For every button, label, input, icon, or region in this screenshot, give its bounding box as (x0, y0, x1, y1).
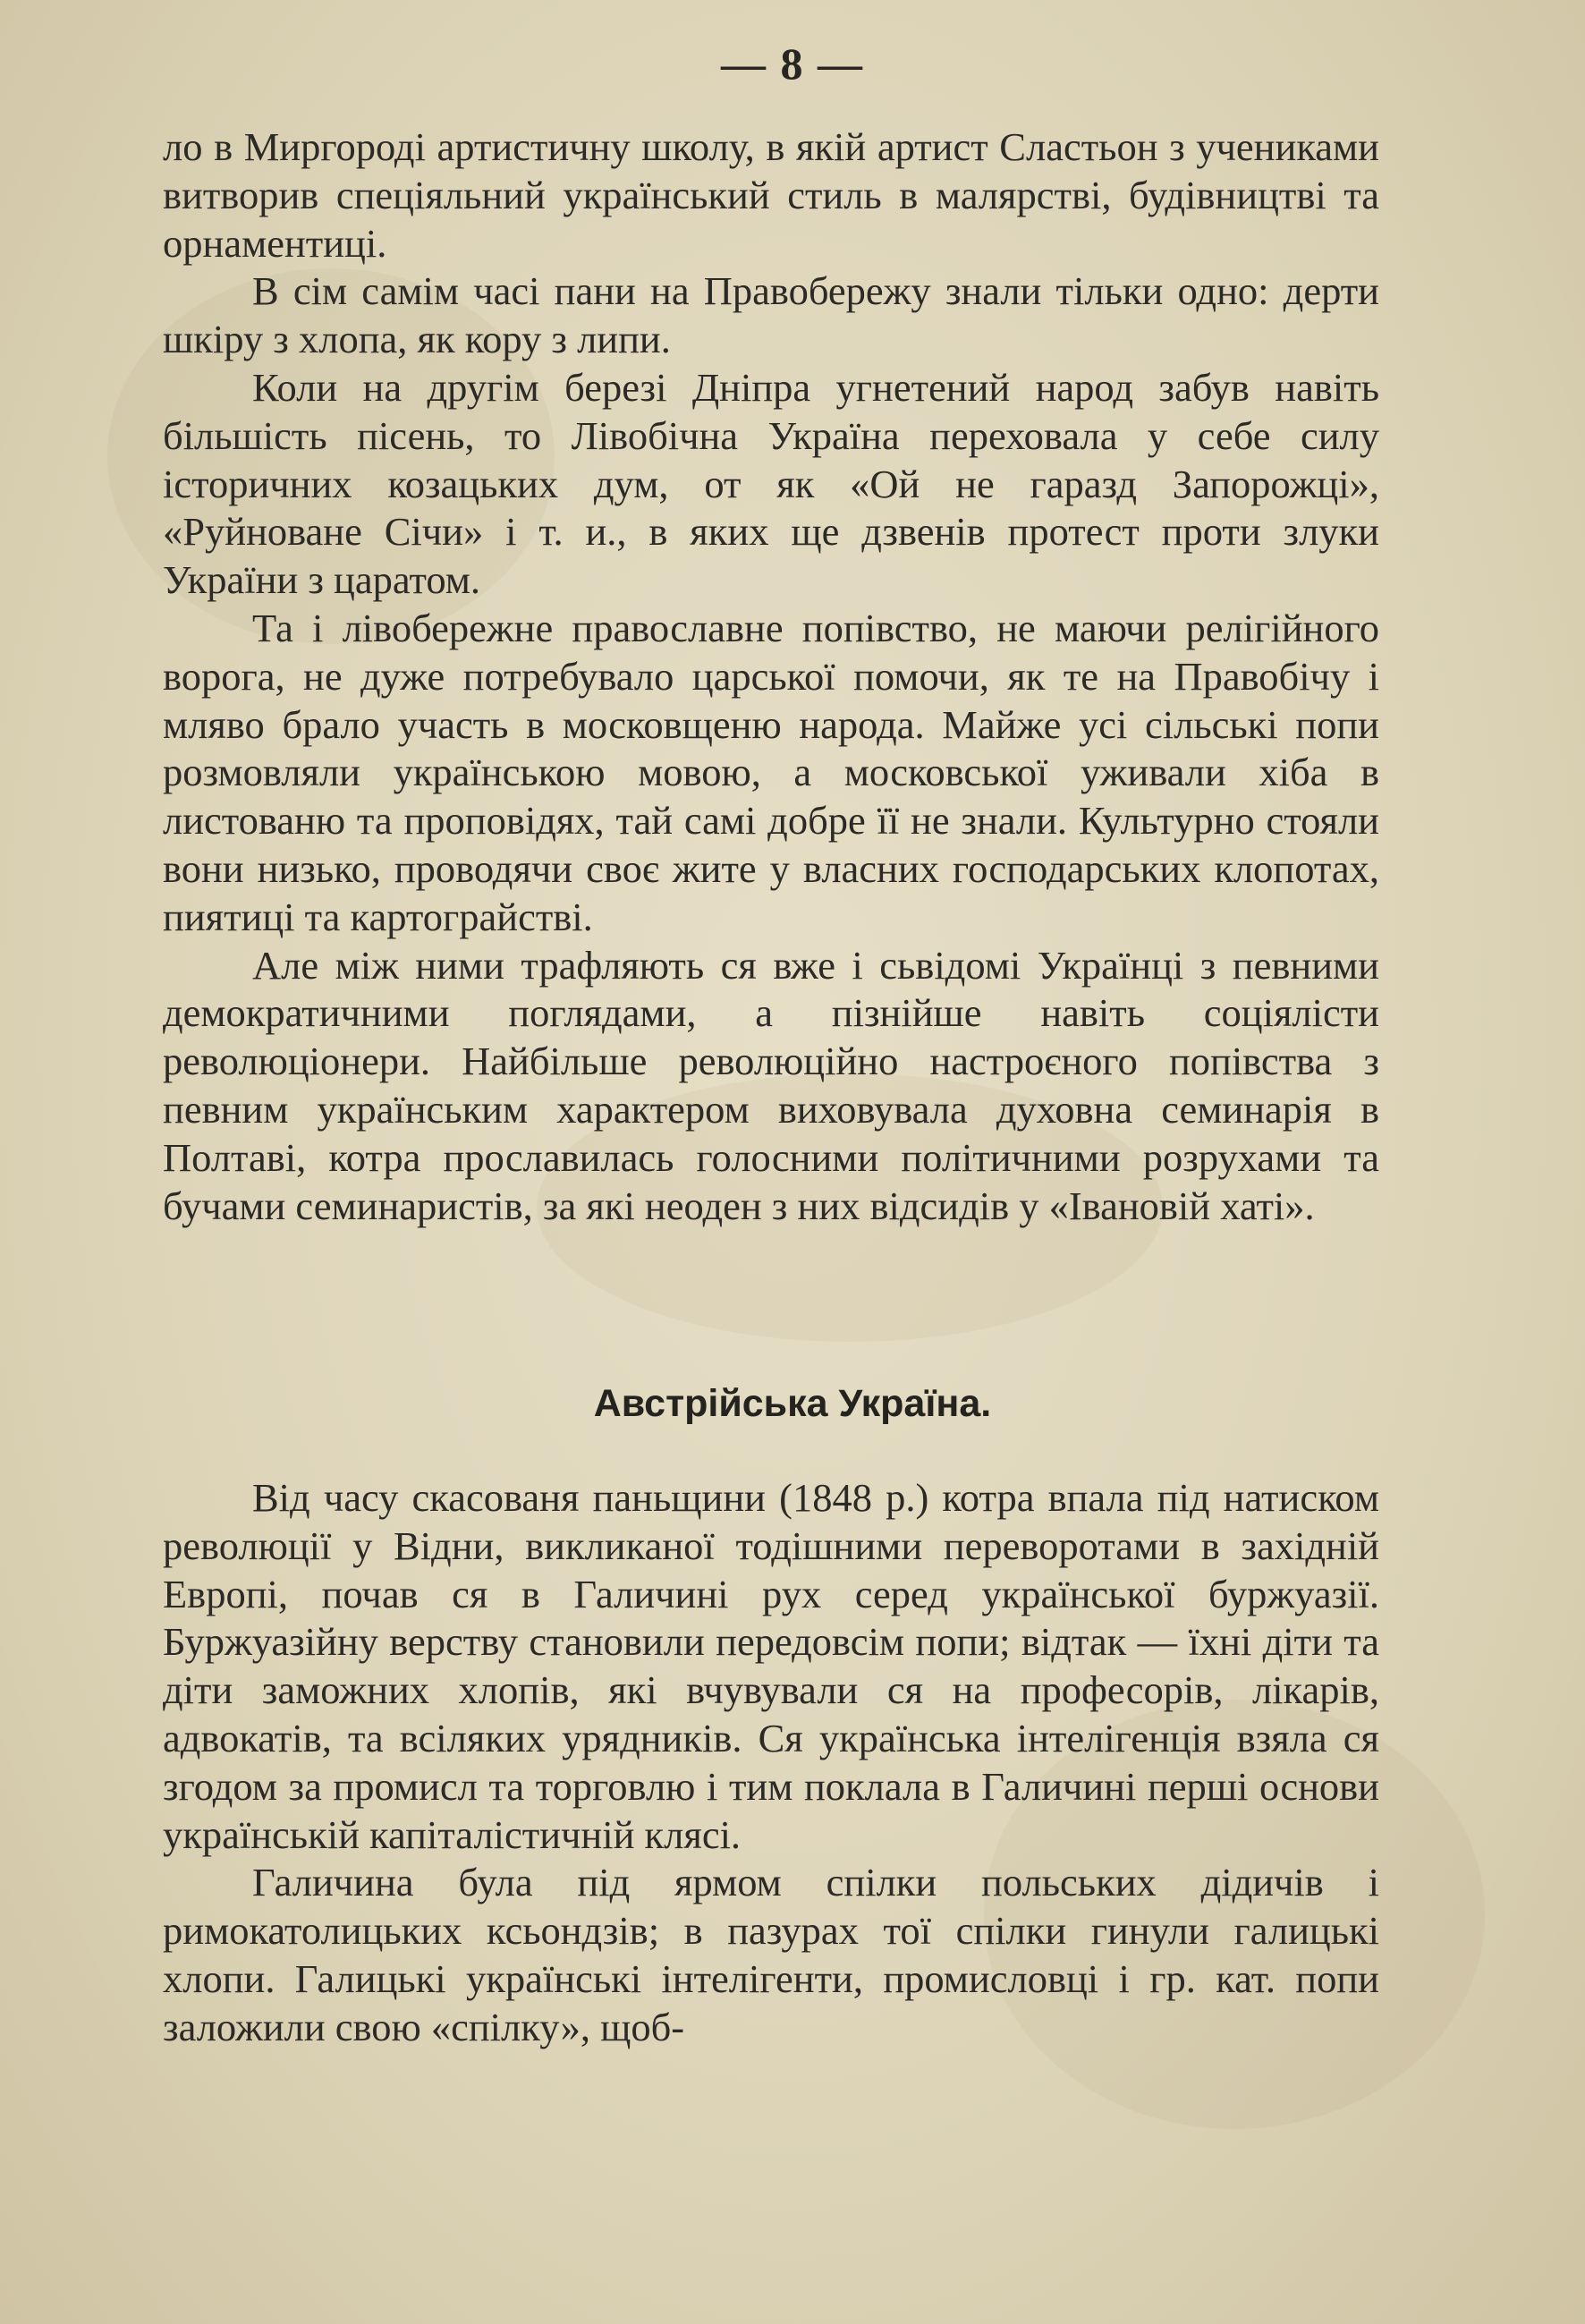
text-block-lower (163, 1474, 1379, 2052)
paragraph: Галичина була під ярмом спілки польських дідичів і римокатолицьких ксьондзів; в пазурах тої спілки гинули галицькі хлопи. Галицькі українські інтелігенти, промисловці і гр. кат. попи заложили свою «спілку», щоб- (163, 1860, 1379, 2049)
section-heading: Австрійська Україна. (593, 1382, 992, 1425)
paragraph: Але між ними трафляють ся вже і сьвідомі Українці з певними демократичними поглядами, а пізнійше навіть соціялісти революціонери. Найбільше революційно настроєного попівства з певним українським характером виховувала духовна семинарія в Полтаві, котра прославилась голосними політичними розрухами та бучами семинаристів, за які неоден з них відсидів у «Івановій хаті». (163, 942, 1379, 1228)
paragraph: Від часу скасованя паньщини (1848 р.) котра впала під натиском революції у Відни, викликаної тодішними переворотами в західній Европі, почав ся в Галичині рух серед української буржуазії. Буржуазійну верству становили передовсім попи; відтак — їхні діти та діти заможних хлопів, які вчувували ся на професорів, лікарів, адвокатів, та всіляких урядників. Ся українська інтелігенція взяла ся згодом за промисл та торговлю і тим поклала в Галичині перші основи українській капіталістичній клясі. (163, 1475, 1379, 1857)
text-block-upper (163, 123, 1379, 1230)
paragraph: В сім самім часі пани на Правобережу знали тільки одно: дерти шкіру з хлопа, як кору з липи. (163, 268, 1379, 362)
paragraph: ло в Миргороді артистичну школу, в якій артист Сластьон з учениками витворив спеціяльний український стиль в малярстві, будівництві та орнаментиці. (163, 124, 1379, 266)
page-number: — 8 — (721, 38, 864, 89)
paragraph: Коли на другім березі Дніпра угнетений народ забув навіть більшість пісень, то Лівобічна Україна переховала у себе силу історичних козацьких дум, от як «Ой не гаразд Запорожці», «Руйноване Січи» і т. и., в яких ще дзвенів протест проти злуки України з царатом. (163, 364, 1379, 603)
paragraph: Та і лівобережне православне попівство, не маючи релігійного ворога, не дуже потребувало царської помочи, як те на Правобічу і мляво брало участь в московщеню народа. Майже усі сільські попи розмовляли українською мовою, а московської уживали хіба в листованю та проповідях, тай самі добре її не знали. Культурно стояли вони низько, проводячи своє жите у власних господарських клопотах, пиятиці та картограйстві. (163, 605, 1379, 939)
